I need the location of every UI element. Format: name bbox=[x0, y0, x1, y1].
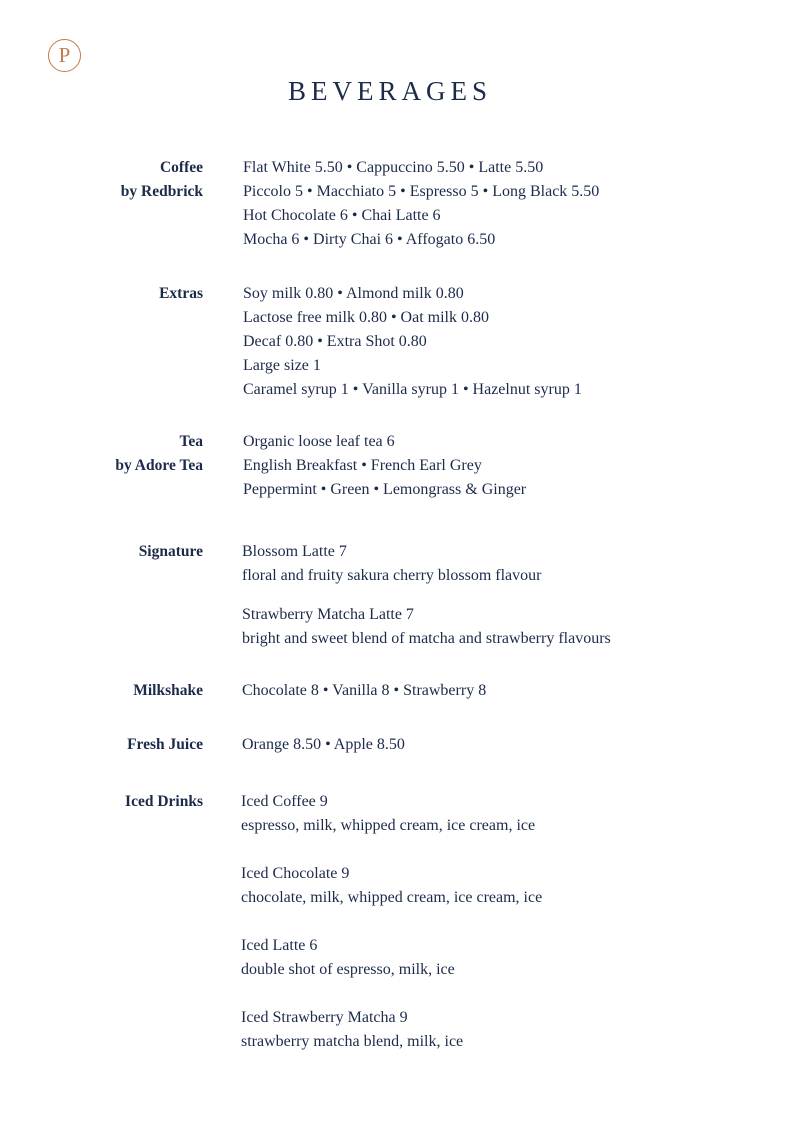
menu-line: Organic loose leaf tea 6 bbox=[243, 433, 395, 450]
menu-item-desc: espresso, milk, whipped cream, ice cream, ice bbox=[241, 817, 536, 834]
section-label-line: Signature bbox=[138, 543, 203, 560]
logo-icon: P bbox=[48, 39, 81, 72]
section-label-line: Extras bbox=[159, 285, 203, 302]
section-label-juice bbox=[127, 733, 203, 757]
menu-line: Decaf 0.80 • Extra Shot 0.80 bbox=[243, 333, 427, 350]
menu-item-name: Iced Strawberry Matcha 9 bbox=[241, 1009, 408, 1026]
section-label-coffee bbox=[121, 156, 203, 204]
menu-item-name: Blossom Latte 7 bbox=[242, 543, 347, 560]
section-label-line: by Adore Tea bbox=[115, 457, 203, 474]
section-label-signature bbox=[139, 540, 203, 564]
menu-line: Caramel syrup 1 • Vanilla syrup 1 • Hazelnut syrup 1 bbox=[243, 381, 582, 398]
menu-line: Chocolate 8 • Vanilla 8 • Strawberry 8 bbox=[242, 682, 487, 699]
menu-line: Mocha 6 • Dirty Chai 6 • Affogato 6.50 bbox=[243, 231, 496, 248]
section-label-extras bbox=[159, 282, 203, 306]
menu-item-name: Strawberry Matcha Latte 7 bbox=[242, 606, 414, 623]
menu-line: Peppermint • Green • Lemongrass & Ginger bbox=[243, 481, 527, 498]
section-items-signature bbox=[242, 540, 611, 651]
section-label-line: Milkshake bbox=[133, 682, 203, 699]
menu-line: Flat White 5.50 • Cappuccino 5.50 • Latte 5.50 bbox=[243, 159, 544, 176]
menu-line: Hot Chocolate 6 • Chai Latte 6 bbox=[243, 207, 441, 224]
menu-line: Lactose free milk 0.80 • Oat milk 0.80 bbox=[243, 309, 489, 326]
menu-line: Orange 8.50 • Apple 8.50 bbox=[242, 736, 405, 753]
page-title: BEVERAGES bbox=[287, 76, 492, 106]
section-label-milkshake bbox=[133, 679, 203, 703]
menu-item-desc: bright and sweet blend of matcha and strawberry flavours bbox=[242, 630, 611, 647]
menu-item-desc: floral and fruity sakura cherry blossom flavour bbox=[242, 567, 542, 584]
menu-item-name: Iced Latte 6 bbox=[241, 937, 318, 954]
section-items-tea bbox=[243, 430, 526, 502]
section-label-iced bbox=[125, 790, 203, 814]
menu-item-name: Iced Chocolate 9 bbox=[241, 865, 350, 882]
section-label-line: by Redbrick bbox=[120, 183, 203, 200]
menu-item-desc: chocolate, milk, whipped cream, ice cream, ice bbox=[241, 889, 543, 906]
section-items-juice bbox=[242, 733, 405, 757]
menu-line: Large size 1 bbox=[243, 357, 321, 374]
menu-item-name: Iced Coffee 9 bbox=[241, 793, 328, 810]
section-label-line: Iced Drinks bbox=[125, 793, 203, 810]
section-label-line: Tea bbox=[179, 433, 203, 450]
section-label-line: Coffee bbox=[159, 159, 203, 176]
menu-item-desc: strawberry matcha blend, milk, ice bbox=[241, 1033, 464, 1050]
menu-line: English Breakfast • French Earl Grey bbox=[243, 457, 482, 474]
section-label-line: Fresh Juice bbox=[127, 736, 203, 753]
section-label-tea bbox=[115, 430, 203, 478]
section-items-extras bbox=[243, 282, 582, 402]
menu-item-desc: double shot of espresso, milk, ice bbox=[241, 961, 455, 978]
section-items-milkshake bbox=[242, 679, 486, 703]
menu-line: Piccolo 5 • Macchiato 5 • Espresso 5 • Long Black 5.50 bbox=[243, 183, 600, 200]
menu-line: Soy milk 0.80 • Almond milk 0.80 bbox=[243, 285, 464, 302]
section-items-coffee bbox=[243, 156, 599, 252]
section-items-iced bbox=[241, 790, 542, 1054]
